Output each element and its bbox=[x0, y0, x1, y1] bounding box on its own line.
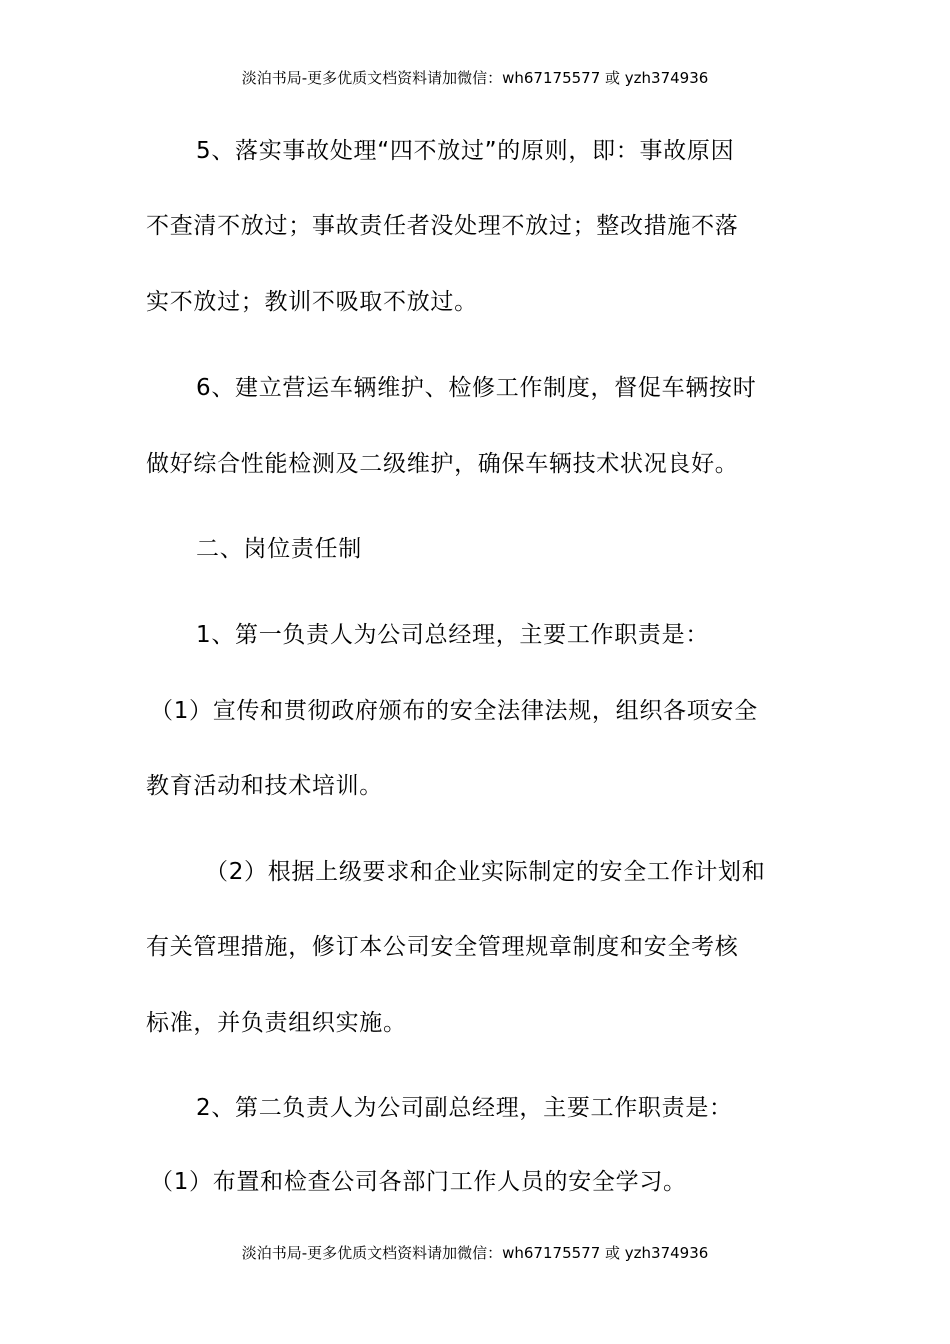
item-2-heading: 2、第二负责人为公司副总经理，主要工作职责是： bbox=[196, 1095, 733, 1121]
item-1-sub-1-line-1: （1）宣传和贯彻政府颁布的安全法律法规，组织各项安全 bbox=[150, 698, 758, 724]
item-1-heading: 1、第一负责人为公司总经理，主要工作职责是： bbox=[196, 622, 710, 648]
paragraph-5-line-1: 5、落实事故处理“四不放过”的原则，即：事故原因 bbox=[196, 138, 735, 164]
item-1-sub-2-line-3: 标准，并负责组织实施。 bbox=[146, 1010, 407, 1036]
item-1-sub-1-line-2: 教育活动和技术培训。 bbox=[146, 773, 383, 799]
page-footer: 淡泊书局-更多优质文档资料请加微信：wh67175577 或 yzh374936 bbox=[241, 1244, 709, 1262]
paragraph-6-line-1: 6、建立营运车辆维护、检修工作制度，督促车辆按时 bbox=[196, 375, 757, 401]
item-1-sub-2-line-2: 有关管理措施，修订本公司安全管理规章制度和安全考核 bbox=[146, 934, 739, 960]
item-2-sub-1-line-1: （1）布置和检查公司各部门工作人员的安全学习。 bbox=[150, 1169, 687, 1195]
item-1-sub-2-line-1: （2）根据上级要求和企业实际制定的安全工作计划和 bbox=[205, 859, 766, 885]
page-header: 淡泊书局-更多优质文档资料请加微信：wh67175577 或 yzh374936 bbox=[241, 69, 709, 87]
paragraph-5-line-3: 实不放过；教训不吸取不放过。 bbox=[146, 289, 478, 315]
section-heading-2: 二、岗位责任制 bbox=[196, 536, 362, 562]
paragraph-6-line-2: 做好综合性能检测及二级维护，确保车辆技术状况良好。 bbox=[146, 451, 739, 477]
paragraph-5-line-2: 不查清不放过；事故责任者没处理不放过；整改措施不落 bbox=[146, 213, 739, 239]
